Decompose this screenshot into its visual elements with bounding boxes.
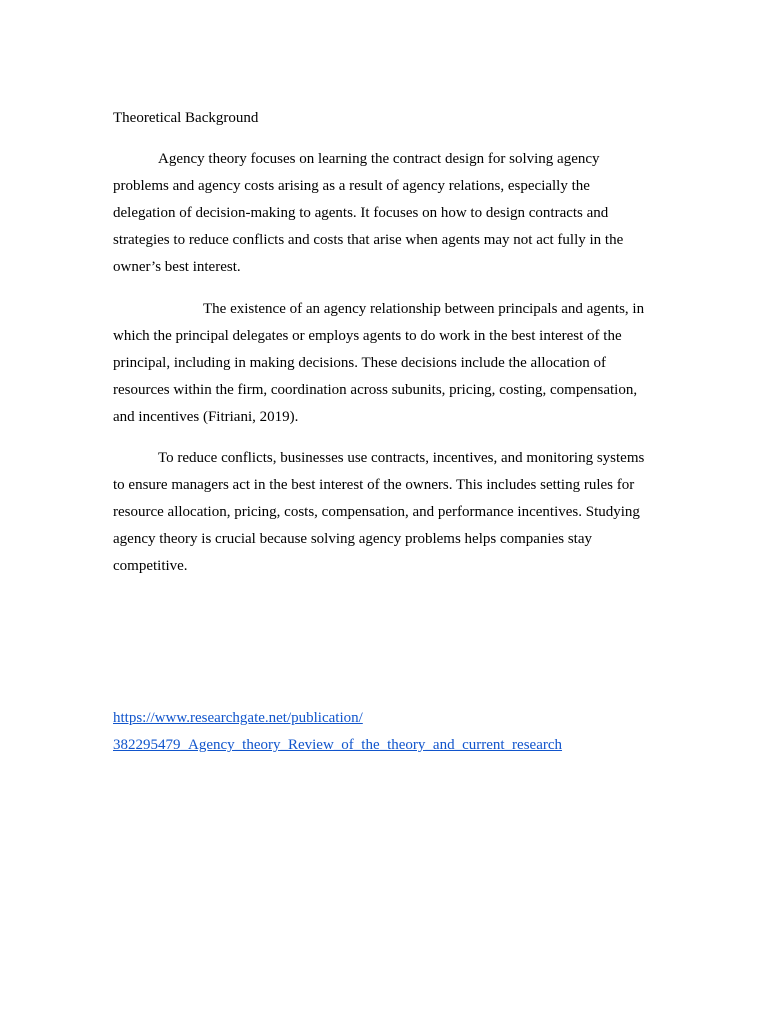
paragraph-line: problems and agency costs arising as a result of agency relations, especially the: [113, 178, 590, 194]
reference-link-line-2[interactable]: 382295479_Agency_theory_Review_of_the_theory_and_current_research: [113, 737, 563, 753]
paragraph-line: to ensure managers act in the best interest of the owners. This includes setting rules for: [113, 477, 635, 493]
paragraph-line: The existence of an agency relationship between principals and agents, in: [203, 301, 645, 317]
paragraph-line: resource allocation, pricing, costs, compensation, and performance incentives. Studying: [113, 504, 640, 520]
paragraph-line: Agency theory focuses on learning the contract design for solving agency: [158, 151, 600, 167]
paragraph-line: To reduce conflicts, businesses use contracts, incentives, and monitoring systems: [158, 450, 645, 466]
section-heading: Theoretical Background: [113, 110, 259, 126]
paragraph-3: [113, 445, 653, 580]
paragraph-line: competitive.: [113, 558, 188, 574]
paragraph-1: [113, 146, 653, 281]
paragraph-line: principal, including in making decisions. These decisions include the allocation of: [113, 355, 606, 371]
reference-link-line-1[interactable]: https://www.researchgate.net/publication/: [113, 710, 363, 726]
paragraph-line: resources within the firm, coordination across subunits, pricing, costing, compensation,: [113, 382, 638, 398]
paragraph-line: and incentives (Fitriani, 2019).: [113, 409, 299, 425]
paragraph-line: strategies to reduce conflicts and costs that arise when agents may not act fully in the: [113, 232, 624, 248]
paragraph-line: owner’s best interest.: [113, 259, 241, 275]
paragraph-line: delegation of decision-making to agents. It focuses on how to design contracts and: [113, 205, 609, 221]
paragraph-2: [113, 296, 653, 431]
paragraph-line: agency theory is crucial because solving agency problems helps companies stay: [113, 531, 593, 547]
reference-link-block: [113, 705, 562, 759]
paragraph-line: which the principal delegates or employs agents to do work in the best interest of the: [113, 328, 622, 344]
